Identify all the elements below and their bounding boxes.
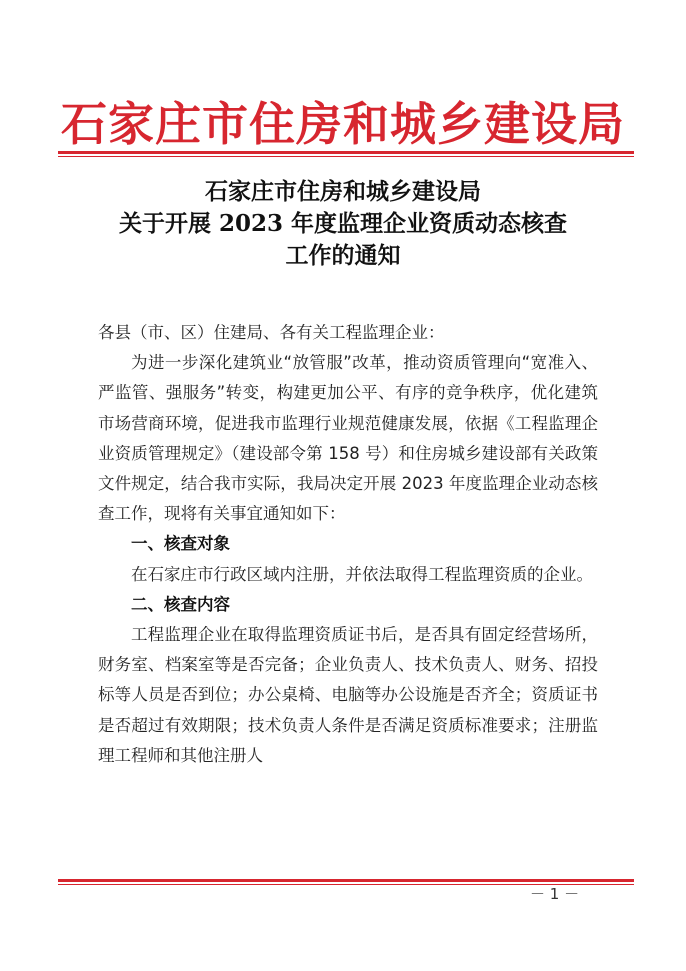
footer-rule-thick xyxy=(58,879,634,882)
section-2-body: 工程监理企业在取得监理资质证书后，是否具有固定经营场所，财务室、档案室等是否完备；企业负责人、技术负责人、财务、招投标等人员是否到位；办公桌椅、电脑等办公设施是否齐全；资质证书是否超过有效期限；技术负责人条件是否满足资质标准要求；注册监理工程师和其他注册人 xyxy=(98,625,598,765)
section-2-heading: 二、核查内容 xyxy=(131,594,230,614)
masthead-title: 石家庄市住房和城乡建设局 xyxy=(61,97,625,151)
masthead-rule-thin xyxy=(58,156,634,157)
title-line-3: 工作的通知 xyxy=(285,242,401,269)
title-line-2: 关于开展 2023 年度监理企业资质动态核查 xyxy=(118,210,568,237)
document-body xyxy=(98,318,598,771)
salutation: 各县（市、区）住建局、各有关工程监理企业： xyxy=(98,323,445,342)
title-line-1: 石家庄市住房和城乡建设局 xyxy=(205,178,481,205)
section-1-heading: 一、核查对象 xyxy=(131,534,230,554)
masthead-rule-thick xyxy=(58,151,634,154)
section-1-body: 在石家庄市行政区域内注册，并依法取得工程监理资质的企业。 xyxy=(131,564,593,584)
intro-paragraph: 为进一步深化建筑业“放管服”改革，推动资质管理向“宽准入、严监管、强服务”转变，构建更加公平、有序的竞争秩序，优化建筑市场营商环境，促进我市监理行业规范健康发展，依据《工程监理企业资质管理规定》（建设部令第 158 号）和住房城乡建设部有关政策文件规定，结合我市实际，我局决定开展 2023 年度监理企业动态核查工作，现将有关事宜通知如下： xyxy=(98,353,598,524)
page-number: － 1 － xyxy=(530,885,580,903)
document-title xyxy=(0,176,686,272)
